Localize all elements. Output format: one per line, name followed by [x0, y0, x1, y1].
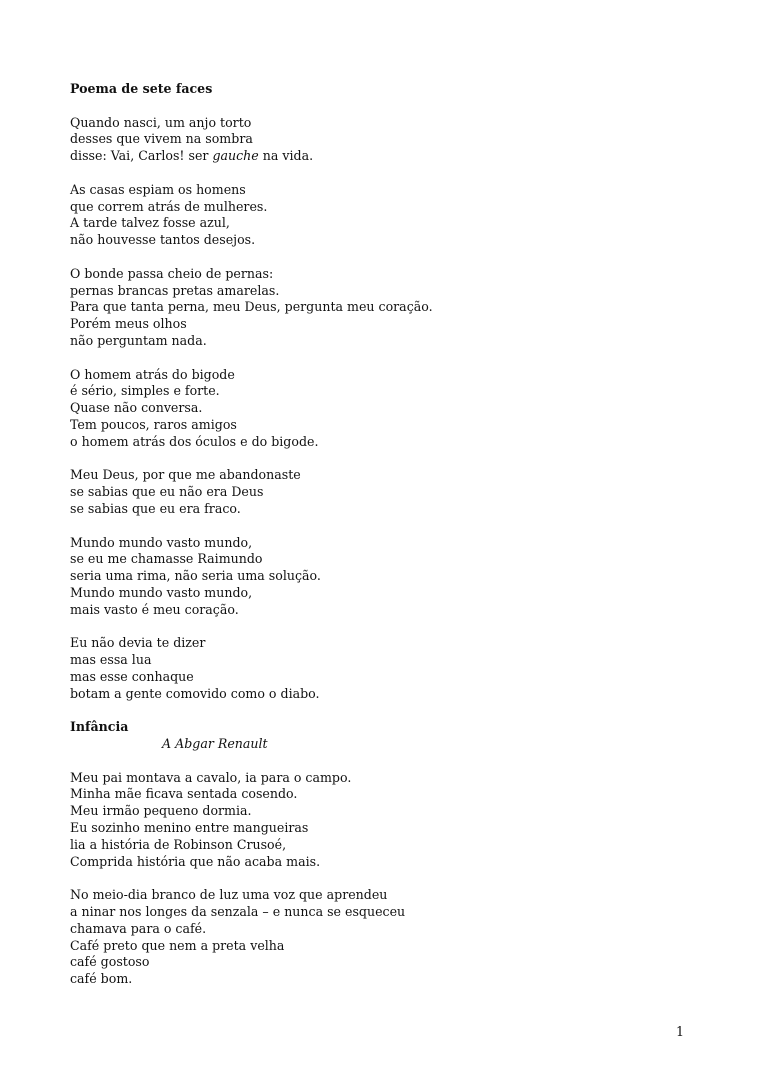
poem-line: se eu me chamasse Raimundo: [70, 551, 263, 567]
poem-line: botam a gente comovido como o diabo.: [70, 685, 320, 701]
poem-line: [70, 148, 710, 165]
poem-line: Café preto que nem a preta velha: [70, 937, 285, 953]
poem-line: A tarde talvez fosse azul,: [70, 215, 230, 231]
poem-line: chamava para o café.: [70, 920, 207, 936]
poem-line: Meu irmão pequeno dormia.: [70, 803, 252, 819]
stanza: [70, 115, 710, 165]
dedication: A Abgar Renault: [162, 736, 268, 752]
poem-line: pernas brancas pretas amarelas.: [70, 282, 280, 298]
stanza: [70, 367, 710, 451]
poem-line: Para que tanta perna, meu Deus, pergunta meu coração.: [70, 299, 433, 315]
poem-line: Eu não devia te dizer: [70, 635, 206, 651]
poem-line: não houvesse tantos desejos.: [70, 232, 256, 248]
stanza: [70, 887, 710, 988]
stanza: [70, 535, 710, 619]
italic-word: gauche: [212, 148, 259, 164]
poem-line: As casas espiam os homens: [70, 181, 246, 197]
poem-line: se sabias que eu não era Deus: [70, 484, 264, 500]
poem-line: é sério, simples e forte.: [70, 383, 220, 399]
poem-line: a ninar nos longes da senzala – e nunca se esqueceu: [70, 904, 406, 920]
poem-line: seria uma rima, não seria uma solução.: [70, 568, 321, 584]
line-text: na vida.: [258, 148, 314, 164]
poem-line: Mundo mundo vasto mundo,: [70, 584, 253, 600]
poem-line: mas esse conhaque: [70, 668, 194, 684]
line-text: disse: Vai, Carlos! ser: [70, 148, 213, 164]
poem-line: Quase não conversa.: [70, 400, 203, 416]
poem-line: Quando nasci, um anjo torto: [70, 114, 252, 130]
poem-line: café bom.: [70, 971, 133, 987]
document-body: [70, 81, 710, 1005]
stanza: [70, 182, 710, 249]
poem-line: Comprida história que não acaba mais.: [70, 853, 321, 869]
poem-line: o homem atrás dos óculos e do bigode.: [70, 433, 319, 449]
stanza: [70, 770, 710, 871]
stanza: [70, 467, 710, 517]
poem-line: mais vasto é meu coração.: [70, 601, 239, 617]
poem-title: Infância: [70, 719, 129, 735]
poem-line: Eu sozinho menino entre mangueiras: [70, 820, 309, 836]
poem-line: se sabias que eu era fraco.: [70, 500, 241, 516]
poem-line: desses que vivem na sombra: [70, 131, 253, 147]
poem-title: Poema de sete faces: [70, 81, 213, 96]
poem-line: que correm atrás de mulheres.: [70, 198, 268, 214]
poem-line: Meu Deus, por que me abandonaste: [70, 467, 301, 483]
poem-line: Porém meus olhos: [70, 316, 187, 332]
poem-line: No meio-dia branco de luz uma voz que aprendeu: [70, 887, 388, 903]
poem-line: não perguntam nada.: [70, 332, 207, 348]
poem-line: mas essa lua: [70, 652, 152, 668]
poem-line: Meu pai montava a cavalo, ia para o campo.: [70, 769, 352, 785]
poem-line: Mundo mundo vasto mundo,: [70, 534, 253, 550]
page-number: 1: [676, 1024, 685, 1039]
stanza: [70, 635, 710, 702]
poem-line: Tem poucos, raros amigos: [70, 416, 237, 432]
stanza: [70, 266, 710, 350]
poem-line: café gostoso: [70, 954, 150, 970]
poem-line: lia a história de Robinson Crusoé,: [70, 836, 287, 852]
poem-line: O homem atrás do bigode: [70, 366, 235, 382]
poem-line: Minha mãe ficava sentada cosendo.: [70, 786, 298, 802]
poem-line: O bonde passa cheio de pernas:: [70, 265, 274, 281]
